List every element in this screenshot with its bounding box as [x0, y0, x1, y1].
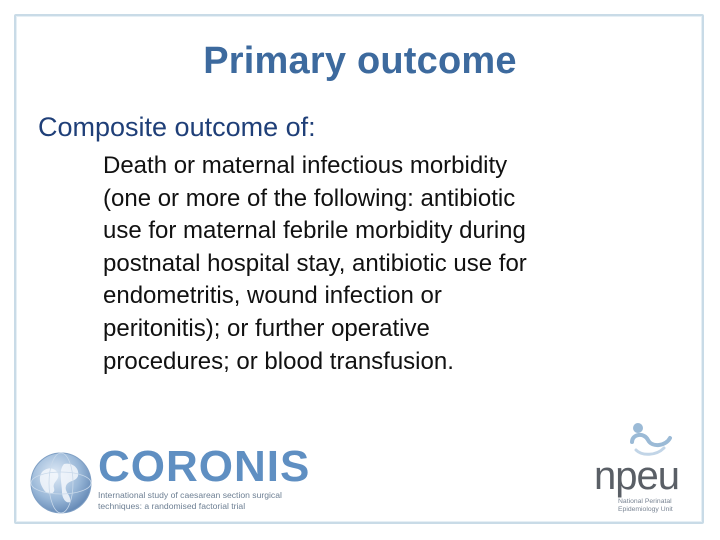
body-line: Death or maternal infectious morbidity — [103, 152, 508, 179]
lead-text: Composite outcome of: — [38, 112, 316, 142]
coronis-wordmark: CORONIS — [98, 442, 311, 491]
body-line: procedures; or blood transfusion. — [103, 347, 454, 375]
npeu-subtitle-line: Epidemiology Unit — [618, 506, 673, 513]
npeu-logo — [588, 420, 698, 525]
body-text — [103, 150, 663, 378]
coronis-logo — [28, 442, 328, 522]
npeu-wordmark: npeu — [594, 454, 679, 498]
body-line: use for maternal febrile morbidity during — [103, 217, 526, 245]
body-line: peritonitis); or further operative — [103, 314, 430, 342]
coronis-subtitle-line: techniques: a randomised factorial trial — [98, 501, 246, 511]
coronis-subtitle-line: International study of caesarean section surgical — [98, 490, 282, 500]
npeu-subtitle — [618, 498, 698, 514]
body-line: (one or more of the following: antibiotic — [103, 184, 516, 212]
globe-icon — [28, 450, 94, 516]
coronis-subtitle — [98, 490, 328, 512]
slide-title: Primary outcome — [203, 40, 517, 82]
body-line: postnatal hospital stay, antibiotic use for — [103, 249, 527, 277]
body-line: endometritis, wound infection or — [103, 282, 442, 310]
npeu-subtitle-line: National Perinatal — [618, 498, 672, 505]
